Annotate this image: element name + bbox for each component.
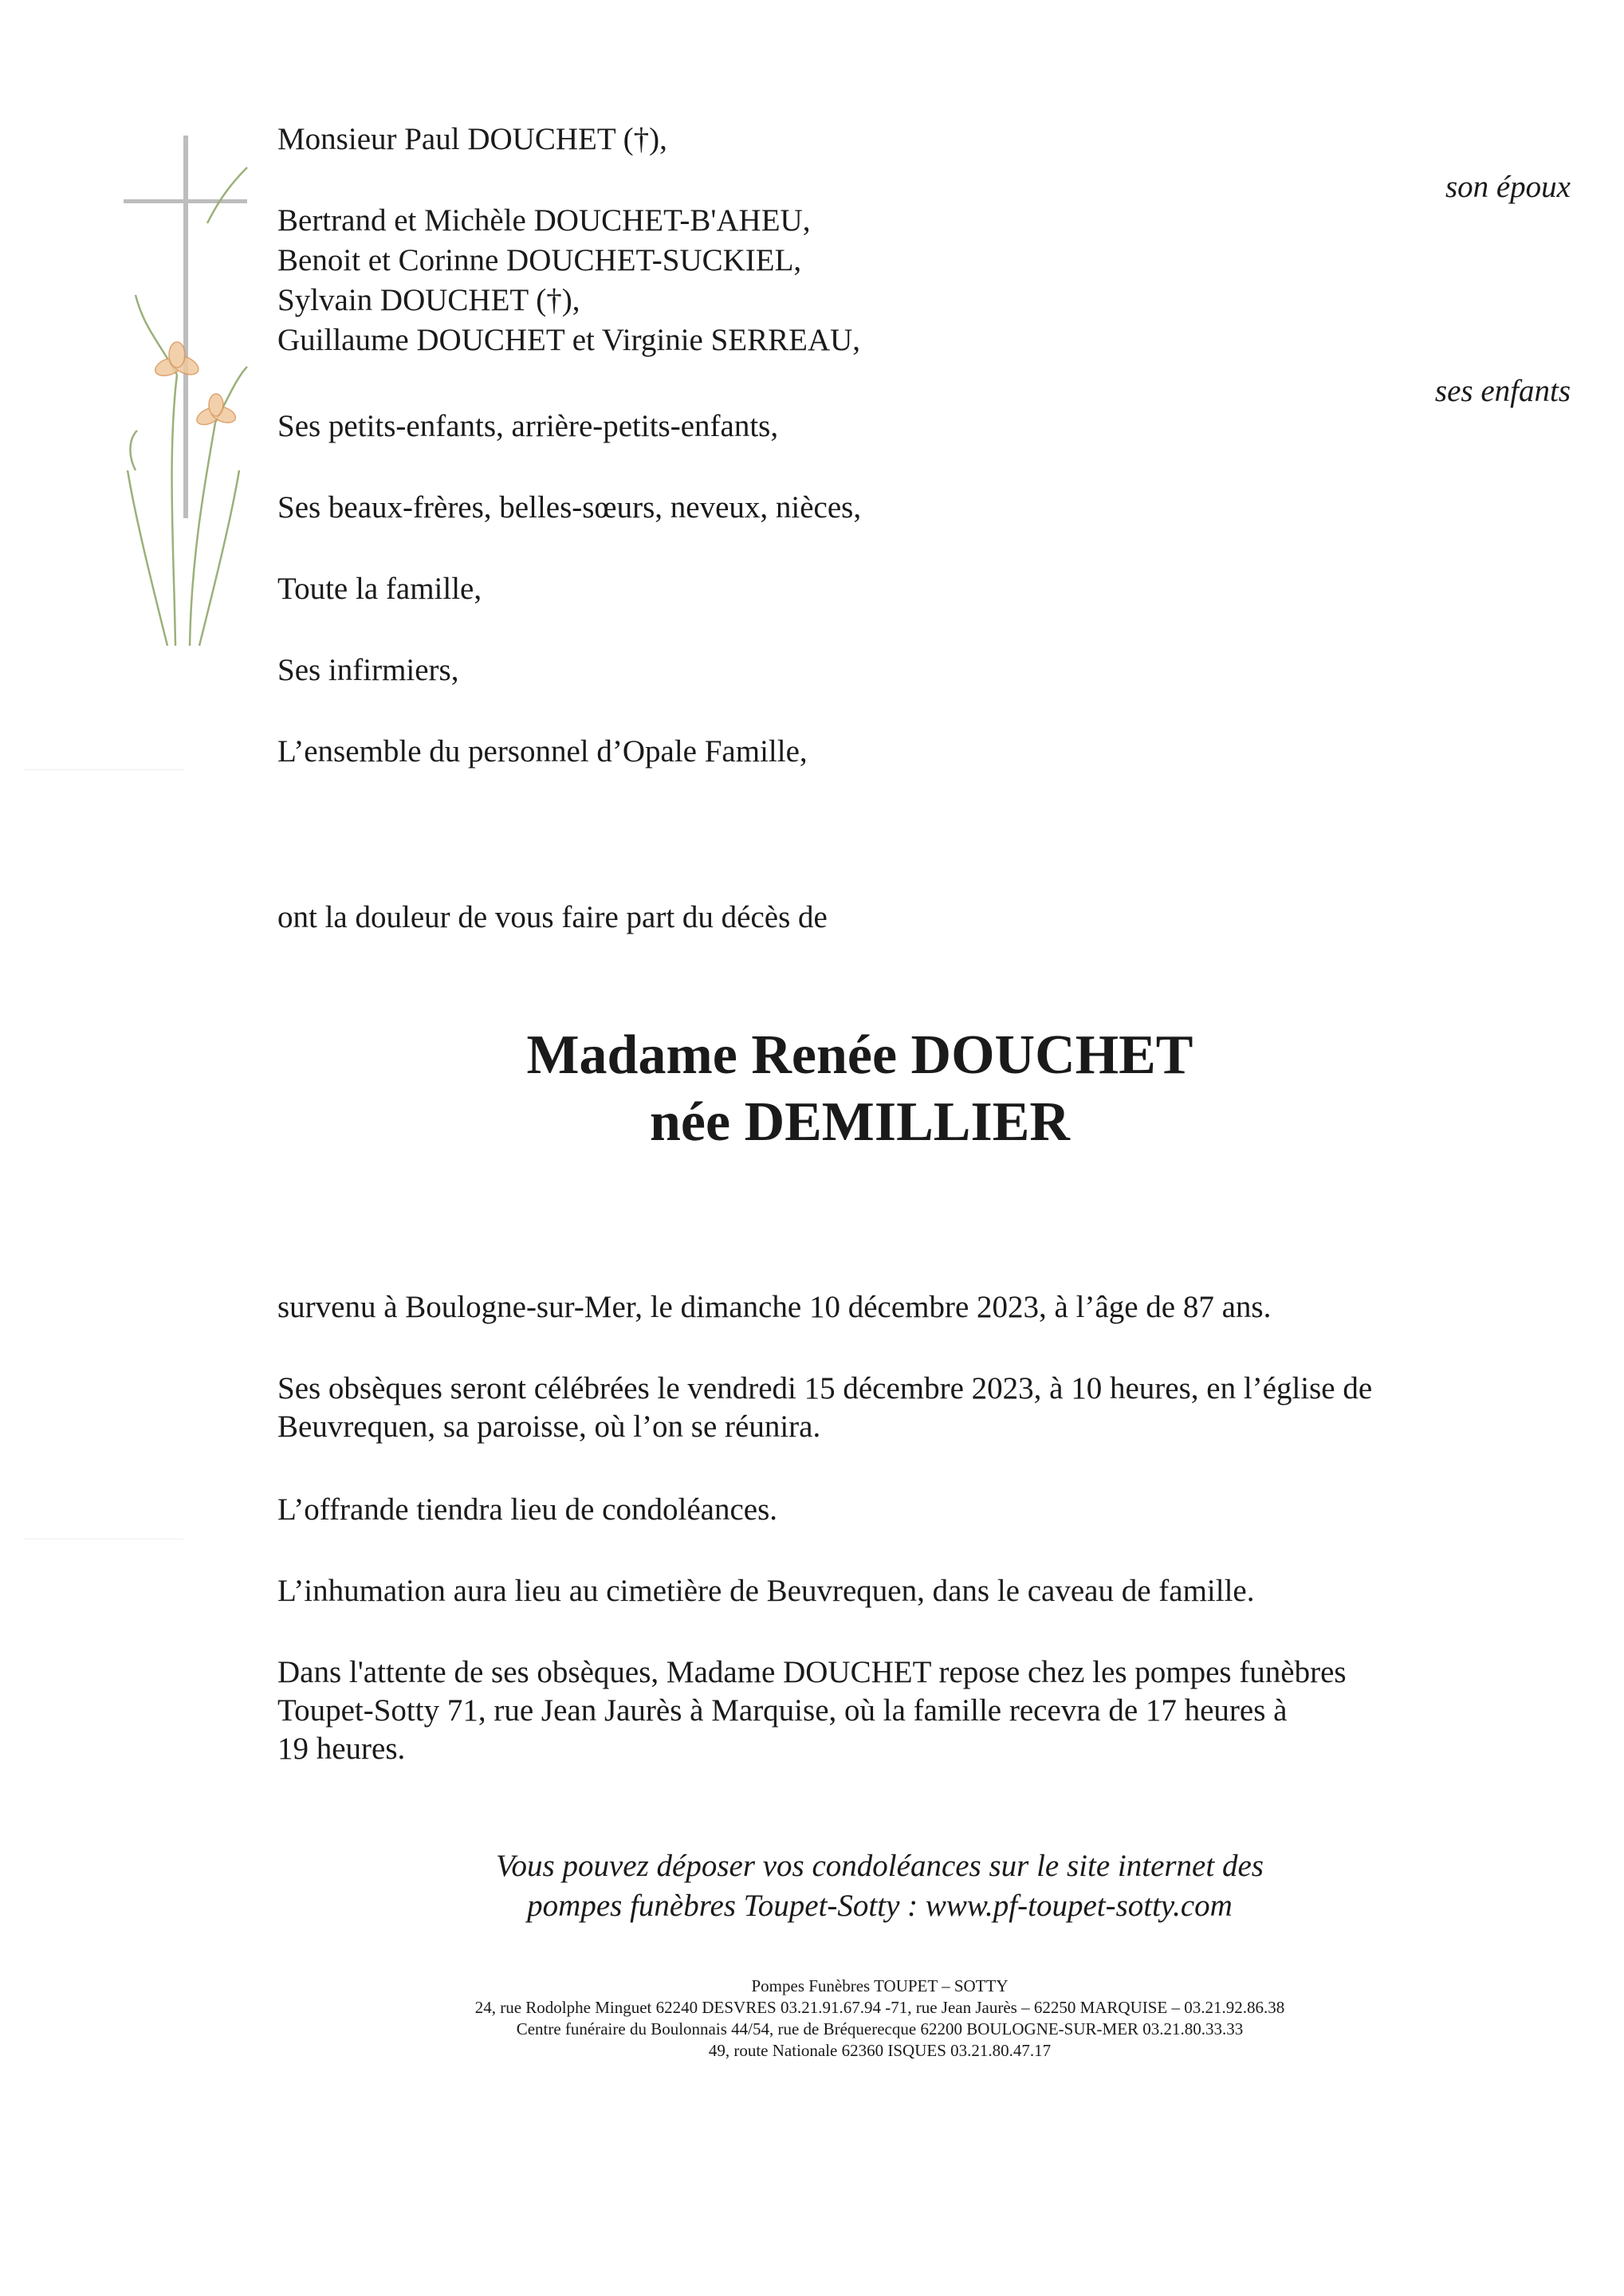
- husband-line: Monsieur Paul DOUCHET (†),: [277, 122, 667, 156]
- child-line: Guillaume DOUCHET et Virginie SERREAU,: [277, 323, 861, 357]
- children-role: ses enfants: [1434, 374, 1571, 408]
- husband-role: son époux: [1445, 170, 1571, 204]
- condolences-line: Vous pouvez déposer vos condoléances sur le site internet des: [496, 1849, 1264, 1883]
- edge-mark: [24, 769, 183, 770]
- funeral-line: Ses obsèques seront célébrées le vendredi 15 décembre 2023, à 10 heures, en l’église de: [277, 1371, 1373, 1406]
- death-paragraph: [277, 1288, 1553, 1327]
- funeral-paragraph: [277, 1370, 1553, 1446]
- death-text: survenu à Boulogne-sur-Mer, le dimanche 10 décembre 2023, à l’âge de 87 ans.: [277, 1290, 1272, 1324]
- rest-line: 19 heures.: [277, 1732, 406, 1766]
- footer-line: Centre funéraire du Boulonnais 44/54, rue de Bréquerecque 62200 BOULOGNE-SUR-MER 03.21.80.33.33: [516, 2019, 1244, 2038]
- burial-text: L’inhumation aura lieu au cimetière de Beuvrequen, dans le caveau de famille.: [277, 1574, 1255, 1608]
- footer-line: 49, route Nationale 62360 ISQUES 03.21.80.47.17: [708, 2041, 1052, 2060]
- footer-line: Pompes Funèbres TOUPET – SOTTY: [751, 1976, 1009, 1995]
- funeral-home-footer: [0, 1976, 1624, 2062]
- child-line: Sylvain DOUCHET (†),: [277, 283, 580, 317]
- offering-text: L’offrande tiendra lieu de condoléances.: [277, 1492, 777, 1527]
- cross-flower-illustration: [120, 136, 279, 646]
- rest-paragraph: [277, 1653, 1553, 1768]
- announcement-text: ont la douleur de vous faire part du décès de: [277, 900, 828, 934]
- condolences-note: [0, 1846, 1624, 1926]
- child-line: Bertrand et Michèle DOUCHET-B'AHEU,: [277, 203, 811, 238]
- deceased-name-block: [0, 1022, 1624, 1156]
- family-line: Toute la famille,: [277, 572, 482, 606]
- deceased-maiden-name: née DEMILLIER: [650, 1091, 1070, 1153]
- family-line: L’ensemble du personnel d’Opale Famille,: [277, 734, 808, 769]
- deceased-name: Madame Renée DOUCHET: [526, 1024, 1193, 1086]
- burial-paragraph: [277, 1572, 1553, 1610]
- family-line: Ses petits-enfants, arrière-petits-enfants,: [277, 409, 779, 443]
- family-line: Ses infirmiers,: [277, 653, 459, 687]
- condolences-line: pompes funèbres Toupet-Sotty : www.pf-toupet-sotty.com: [527, 1889, 1233, 1923]
- rest-line: Dans l'attente de ses obsèques, Madame DOUCHET repose chez les pompes funèbres: [277, 1655, 1347, 1689]
- offering-paragraph: [277, 1491, 1553, 1529]
- child-line: Benoit et Corinne DOUCHET-SUCKIEL,: [277, 243, 802, 277]
- funeral-line: Beuvrequen, sa paroisse, où l’on se réunira.: [277, 1409, 821, 1444]
- rest-line: Toupet-Sotty 71, rue Jean Jaurès à Marquise, où la famille recevra de 17 heures à: [277, 1693, 1288, 1728]
- cross-icon: [124, 136, 247, 518]
- family-line: Ses beaux-frères, belles-sœurs, neveux, nièces,: [277, 490, 862, 525]
- footer-line: 24, rue Rodolphe Minguet 62240 DESVRES 03.21.91.67.94 -71, rue Jean Jaurès – 62250 MARQUISE – 03.21.92.86.38: [474, 1998, 1285, 2017]
